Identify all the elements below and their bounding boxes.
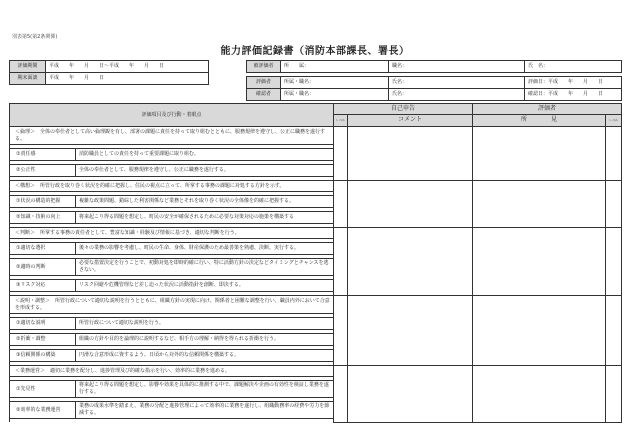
section-heading: ＜判断＞ 所掌する事務の責任者として、豊富な知識・経験及び情報に基づき、適切な判断を行う。 (10, 228, 334, 239)
section-row (10, 296, 622, 314)
evaluator-level-cell[interactable] (606, 181, 622, 228)
self-level-cell[interactable] (334, 228, 348, 296)
comment-header: コメント (348, 114, 473, 126)
evaluator-remarks-cell[interactable] (473, 296, 606, 366)
evaluatee-affil[interactable]: 所 属： (281, 61, 389, 73)
item-name: ②知識・技術の向上 (10, 212, 76, 224)
period-table (9, 60, 209, 85)
evaluator-remarks-cell[interactable] (473, 181, 606, 228)
item-description: 消防職員としての責任を持って重要課題に取り組む。 (76, 149, 334, 161)
item-name: ②効率的な業務運営 (10, 402, 76, 419)
eval-level-header: レベル (606, 114, 622, 126)
item-name: ③信頼関係の構築 (10, 350, 76, 362)
section-row (10, 228, 622, 239)
section-row (10, 366, 622, 377)
self-comment-cell[interactable] (348, 228, 473, 296)
evaluatee-label: 被評価者 (247, 61, 281, 73)
self-level-header: レベル (334, 114, 348, 126)
self-level-cell[interactable] (334, 127, 348, 181)
evaluator-header: 評価者 (473, 104, 622, 115)
self-comment-cell[interactable] (348, 127, 473, 181)
section-heading: ＜説明・調整＞ 所管行政について適切な説明を行うとともに、組織方針の実現に向け、関係者と困難な調整を行い、職員内外において合意を形成する。 (10, 296, 334, 314)
item-description: 必要な措置決定を行うことで、初動対処を即時的確に行い、特に活動方針の決定などタイミングとチャンスを逃さない。 (76, 259, 334, 276)
item-name: ②適時の判断 (10, 259, 76, 276)
item-name: ①責任感 (10, 149, 76, 161)
self-comment-cell[interactable] (348, 181, 473, 228)
item-description: 組織の方針や目的を論理的に説明するなど、相手方の理解・納得を得られる折衝を行う。 (76, 334, 334, 346)
item-description: 後々の業務の影響を考慮し、町民の生命、身体、財産保護のため最善策を熟慮、決断、実行する。 (76, 243, 334, 255)
self-level-cell[interactable] (334, 296, 348, 366)
section-heading: ＜業務運営＞ 適切に業務を配分し、進捗管理及び的確な指示を行い、効率的に業務を進める。 (10, 366, 334, 377)
confirmer-date[interactable]: 確認日：平成 年 月 日 (525, 89, 622, 101)
period-value[interactable]: 平成 年 月 日〜平成 年 月 日 (46, 61, 209, 73)
evaluator-level-cell[interactable] (606, 228, 622, 296)
item-name: ①状況の構造的把握 (10, 196, 76, 208)
remarks-header: 所 見 (473, 114, 606, 126)
section-row (10, 181, 622, 192)
item-description: 所管行政について適切な説明を行う。 (76, 318, 334, 330)
item-description: 円滑な合意形成に資するよう、日頃から対外的な信頼関係を構築する。 (76, 350, 334, 362)
self-comment-cell[interactable] (348, 296, 473, 366)
evaluator-label: 評価者 (247, 77, 281, 89)
self-level-cell[interactable] (334, 366, 348, 423)
page-title: 能力評価記録書（消防本部課長、署長） (220, 46, 410, 57)
item-name: ②折衝・調整 (10, 334, 76, 346)
section-row (10, 127, 622, 145)
evaluator-level-cell[interactable] (606, 296, 622, 366)
term-label: 期末面談 (10, 73, 46, 85)
confirmer-name[interactable]: 氏名： (389, 89, 525, 101)
item-description: 将来起こり得る問題を想定し、町民の安全が確保されるために必要な対策対応の施策を構築する (76, 212, 334, 224)
item-name: ①適切な選択 (10, 243, 76, 255)
term-value[interactable]: 平成 年 月 日 (46, 73, 209, 85)
evaluatee-post[interactable]: 職名： (389, 61, 525, 73)
section-heading: ＜倫理＞ 全体の奉仕者として高い倫理観を有し、部署の課題に責任を持って取り組むとともに、服務規律を遵守し、公正に職務を遂行する。 (10, 127, 334, 145)
section-heading: ＜構想＞ 所管行政を取り巻く状況を的確に把握し、住民の視点に立って、所掌する事務の課題に対処する方針を示す。 (10, 181, 334, 192)
item-name: ①先見性 (10, 381, 76, 398)
form-note: 別表第5(第2条関係) (12, 34, 58, 40)
evaluation-table (9, 103, 622, 423)
item-description: リスク回避や危機管理など差し迫った状況に活動指針を創断、即決する。 (76, 280, 334, 292)
item-description: 業務の成果水準を踏まえ、業務の分配と進捗管理によって効率的に業務を遂行し、組織動務率の経費や労力を節減する。 (76, 402, 334, 419)
period-label: 評価期間 (10, 61, 46, 73)
item-description: 全体の奉仕者として、服務規律を遵守し、公正に職務を遂行する。 (76, 165, 334, 177)
confirmer-affil[interactable]: 所属・職名： (281, 89, 389, 101)
evaluator-affil[interactable]: 所属・職名： (281, 77, 389, 89)
evaluator-level-cell[interactable] (606, 127, 622, 181)
self-comment-cell[interactable] (348, 366, 473, 423)
spacer (10, 419, 334, 423)
evaluator-remarks-cell[interactable] (473, 366, 606, 423)
evaluator-remarks-cell[interactable] (473, 228, 606, 296)
item-name: ①適切な説明 (10, 318, 76, 330)
evaluator-remarks-cell[interactable] (473, 127, 606, 181)
evaluator-name[interactable]: 氏名： (389, 77, 525, 89)
item-description: 将来起こり得る問題を想定し、影響や効果を具体的に推測する中で、課題解決や企画の有効性を検証し業務を遂行する。 (76, 381, 334, 398)
item-name: ②公正性 (10, 165, 76, 177)
confirmer-label: 確認者 (247, 89, 281, 101)
evaluator-level-cell[interactable] (606, 366, 622, 423)
evaluatee-name[interactable]: 氏 名： (525, 61, 622, 73)
item-name: ③リスク対応 (10, 280, 76, 292)
item-description: 複雑な政策問題、錯綜した利害関係など業務とそれを取り巻く状況の全体像を的確に把握する。 (76, 196, 334, 208)
people-table (246, 60, 622, 101)
self-level-cell[interactable] (334, 181, 348, 228)
self-report-header: 自己申告 (334, 104, 473, 115)
evaluator-date[interactable]: 評価日：平成 年 月 日 (525, 77, 622, 89)
items-header: 評価項目及び行動・着眼点 (10, 104, 334, 127)
